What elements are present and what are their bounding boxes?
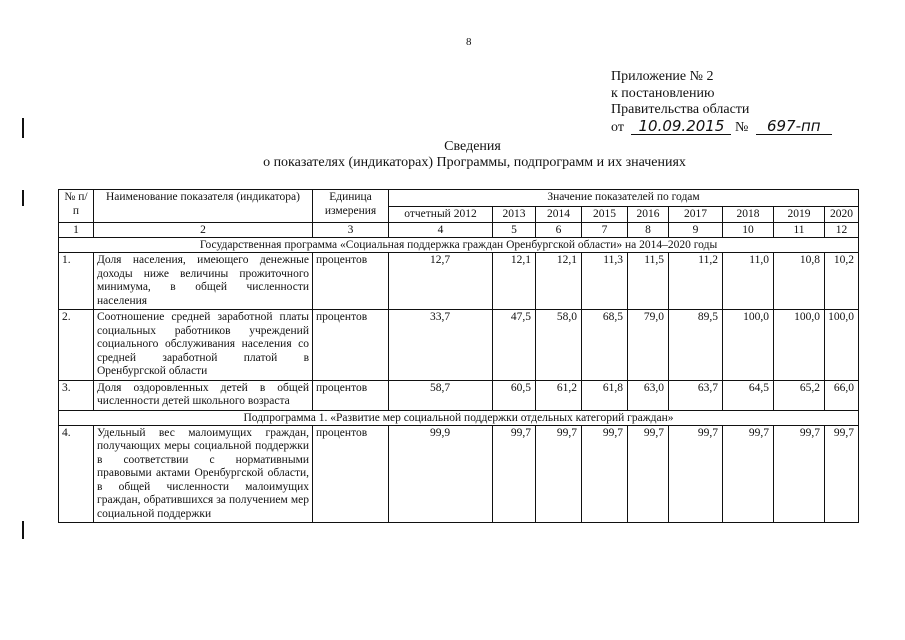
value-cell: 10,2 xyxy=(825,253,859,310)
value-cell: 63,0 xyxy=(628,380,669,410)
value-cell: 10,8 xyxy=(774,253,825,310)
indicators-table xyxy=(58,189,859,523)
unit-cell: процентов xyxy=(313,253,389,310)
date-prefix: от xyxy=(611,119,624,135)
value-cell: 11,2 xyxy=(669,253,723,310)
value-cell: 47,5 xyxy=(493,310,536,381)
row-number: 4. xyxy=(59,425,94,523)
column-number: 11 xyxy=(774,223,825,238)
table-row xyxy=(59,380,859,410)
value-cell: 12,7 xyxy=(389,253,493,310)
value-cell: 99,7 xyxy=(536,425,582,523)
binder-mark-top xyxy=(22,118,24,138)
column-number: 4 xyxy=(389,223,493,238)
header-row-1 xyxy=(59,190,859,207)
binder-mark-middle xyxy=(22,190,24,206)
value-cell: 99,7 xyxy=(628,425,669,523)
value-cell: 12,1 xyxy=(493,253,536,310)
value-cell: 100,0 xyxy=(825,310,859,381)
document-subtitle: о показателях (индикаторах) Программы, подпрограмм и их значениях xyxy=(263,155,686,170)
indicator-name: Доля оздоровленных детей в общей численности детей школьного возраста xyxy=(94,380,313,410)
header-values-group: Значение показателей по годам xyxy=(389,190,859,207)
value-cell: 11,0 xyxy=(723,253,774,310)
binder-mark-bottom xyxy=(22,521,24,539)
header-unit: Единица измерения xyxy=(313,190,389,223)
page-number: 8 xyxy=(466,36,472,48)
appendix-line-1: Приложение № 2 xyxy=(611,69,714,84)
column-number: 5 xyxy=(493,223,536,238)
header-year: 2016 xyxy=(628,206,669,223)
value-cell: 79,0 xyxy=(628,310,669,381)
value-cell: 100,0 xyxy=(774,310,825,381)
value-cell: 61,8 xyxy=(582,380,628,410)
appendix-date-line xyxy=(611,116,832,137)
value-cell: 11,5 xyxy=(628,253,669,310)
value-cell: 99,9 xyxy=(389,425,493,523)
column-number: 6 xyxy=(536,223,582,238)
value-cell: 99,7 xyxy=(825,425,859,523)
header-num: № п/п xyxy=(59,190,94,223)
indicator-name: Удельный вес малоимущих граждан, получающих меры социальной поддержки в соответствии с нормативными правовыми актами Оренбургской области, в общей численности малоимущих граждан, обратившихся за получением мер социальной поддержки xyxy=(94,425,313,523)
value-cell: 60,5 xyxy=(493,380,536,410)
value-cell: 58,0 xyxy=(536,310,582,381)
unit-cell: процентов xyxy=(313,310,389,381)
value-cell: 66,0 xyxy=(825,380,859,410)
value-cell: 99,7 xyxy=(774,425,825,523)
column-number: 10 xyxy=(723,223,774,238)
header-year: 2015 xyxy=(582,206,628,223)
section-title: Государственная программа «Социальная поддержка граждан Оренбургской области» на 2014–2020 годы xyxy=(59,238,859,253)
unit-cell: процентов xyxy=(313,380,389,410)
appendix-block xyxy=(611,69,832,136)
handwritten-number: 697-пп xyxy=(756,119,832,135)
column-number: 7 xyxy=(582,223,628,238)
table-row xyxy=(59,253,859,310)
value-cell: 99,7 xyxy=(493,425,536,523)
column-number: 9 xyxy=(669,223,723,238)
table-row xyxy=(59,310,859,381)
header-year: 2019 xyxy=(774,206,825,223)
unit-cell: процентов xyxy=(313,425,389,523)
section-row xyxy=(59,238,859,253)
value-cell: 63,7 xyxy=(669,380,723,410)
value-cell: 99,7 xyxy=(669,425,723,523)
column-number: 12 xyxy=(825,223,859,238)
header-year: 2013 xyxy=(493,206,536,223)
value-cell: 100,0 xyxy=(723,310,774,381)
indicator-name: Соотношение средней заработной платы социальных работников учреждений социального обслуживания населения со средней заработной платой в Оренбургской области xyxy=(94,310,313,381)
value-cell: 89,5 xyxy=(669,310,723,381)
header-name: Наименование показателя (индикатора) xyxy=(94,190,313,223)
row-number: 1. xyxy=(59,253,94,310)
handwritten-date: 10.09.2015 xyxy=(631,119,731,135)
value-cell: 61,2 xyxy=(536,380,582,410)
value-cell: 12,1 xyxy=(536,253,582,310)
value-cell: 58,7 xyxy=(389,380,493,410)
document-title: Сведения xyxy=(444,139,501,154)
value-cell: 68,5 xyxy=(582,310,628,381)
row-number: 3. xyxy=(59,380,94,410)
header-year: 2017 xyxy=(669,206,723,223)
header-year: отчетный 2012 xyxy=(389,206,493,223)
appendix-line-3: Правительства области xyxy=(611,102,750,117)
column-numbers-row xyxy=(59,223,859,238)
section-title: Подпрограмма 1. «Развитие мер социальной поддержки отдельных категорий граждан» xyxy=(59,410,859,425)
value-cell: 11,3 xyxy=(582,253,628,310)
value-cell: 65,2 xyxy=(774,380,825,410)
header-year: 2020 xyxy=(825,206,859,223)
column-number: 8 xyxy=(628,223,669,238)
value-cell: 99,7 xyxy=(582,425,628,523)
header-year: 2018 xyxy=(723,206,774,223)
value-cell: 33,7 xyxy=(389,310,493,381)
column-number: 1 xyxy=(59,223,94,238)
table-row xyxy=(59,425,859,523)
row-number: 2. xyxy=(59,310,94,381)
number-prefix: № xyxy=(734,119,749,135)
column-number: 3 xyxy=(313,223,389,238)
indicator-name: Доля населения, имеющего денежные доходы ниже величины прожиточного минимума, в общей численности населения xyxy=(94,253,313,310)
section-row xyxy=(59,410,859,425)
column-number: 2 xyxy=(94,223,313,238)
value-cell: 99,7 xyxy=(723,425,774,523)
value-cell: 64,5 xyxy=(723,380,774,410)
appendix-line-2: к постановлению xyxy=(611,85,715,101)
header-year: 2014 xyxy=(536,206,582,223)
